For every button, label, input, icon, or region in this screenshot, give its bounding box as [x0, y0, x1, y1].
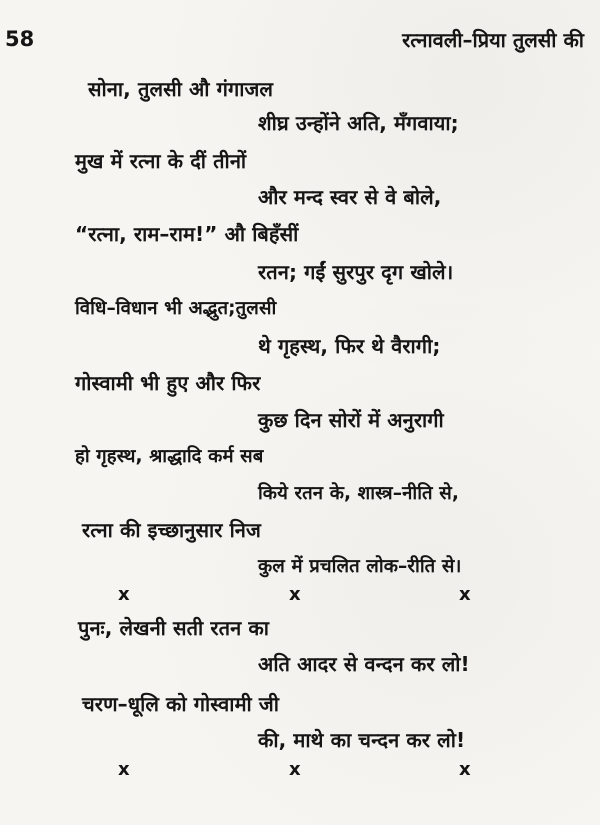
poem-line-5: “रत्ना, राम–राम!” औ बिहँसीं: [75, 222, 299, 246]
poem-line-3: मुख में रत्ना के दीं तीनों: [75, 149, 247, 173]
separator-mark: x: [459, 759, 471, 780]
poem-line-13: रत्ना की इच्छानुसार निज: [82, 518, 261, 542]
poem-line-16: अति आदर से वन्दन कर लो!: [258, 652, 470, 676]
poem-line-11: हो गृहस्थ, श्राद्धादि कर्म सब: [75, 446, 264, 467]
poem-line-10: कुछ दिन सोरों में अनुरागी: [258, 408, 444, 432]
poem-line-2: शीघ्र उन्होंने अति, मँगवाया;: [258, 111, 459, 135]
separator-row-1: [118, 584, 478, 608]
page-number: 58: [5, 27, 35, 51]
separator-row-2: [118, 759, 478, 783]
poem-line-15: पुनः, लेखनी सती रतन का: [78, 616, 270, 640]
poem-line-12: किये रतन के, शास्त्र–नीति से,: [258, 483, 459, 504]
poem-line-8: थे गृहस्थ, फिर थे वैरागी;: [258, 334, 441, 358]
poem-line-18: की, माथे का चन्दन कर लो!: [258, 728, 466, 752]
poem-line-9: गोस्वामी भी हुए और फिर: [75, 371, 261, 395]
separator-mark: x: [118, 759, 130, 780]
poem-line-1: सोना, तुलसी औ गंगाजल: [88, 77, 274, 101]
running-title: रत्नावली–प्रिया तुलसी की: [402, 28, 584, 52]
poem-line-6: रतन; गईं सुरपुर दृग खोले।: [258, 260, 454, 284]
poem-line-7: विधि–विधान भी अद्भुत;तुलसी: [75, 298, 277, 319]
separator-mark: x: [289, 759, 301, 780]
poem-line-4: और मन्द स्वर से वे बोले,: [258, 185, 442, 209]
poem-line-14: कुल में प्रचलित लोक–रीति से।: [258, 556, 462, 577]
separator-mark: x: [289, 584, 301, 605]
poem-line-17: चरण–धूलि को गोस्वामी जी: [82, 692, 279, 716]
separator-mark: x: [118, 584, 130, 605]
separator-mark: x: [459, 584, 471, 605]
